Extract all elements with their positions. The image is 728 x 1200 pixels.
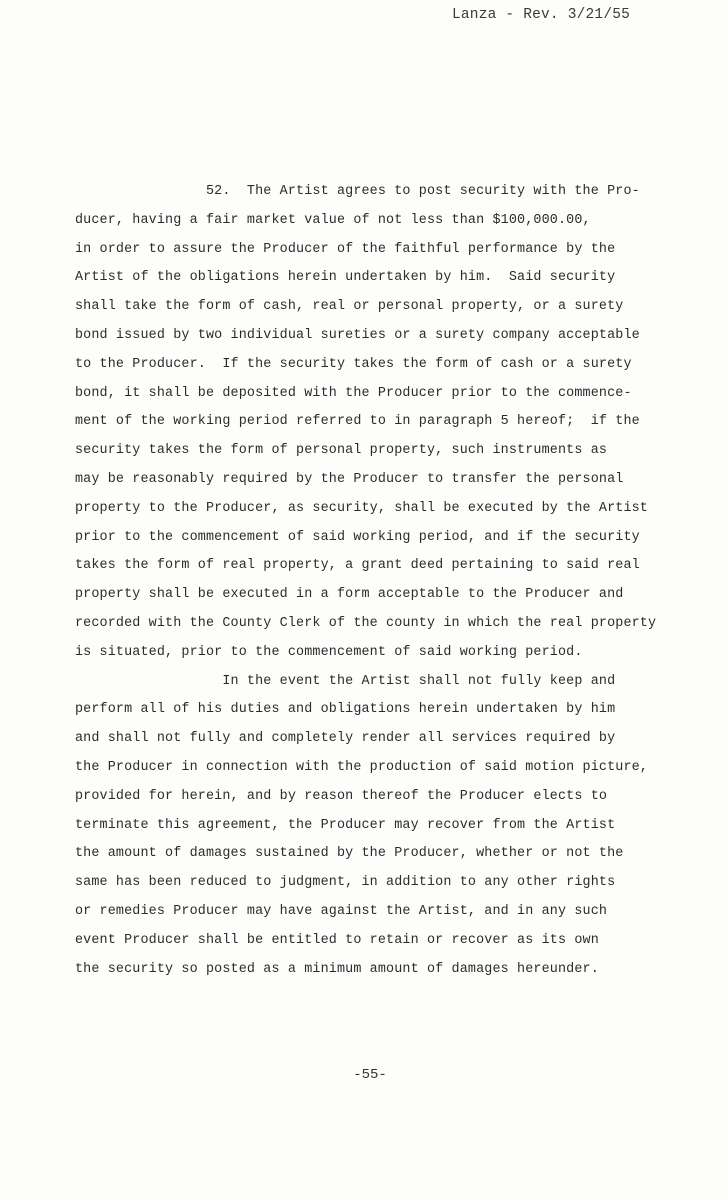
text-line: provided for herein, and by reason thereof the Producer elects to [75,788,608,804]
text-line: In the event the Artist shall not fully keep and [75,673,616,689]
text-line: or remedies Producer may have against the Artist, and in any such [75,903,608,919]
text-line: bond issued by two individual sureties or a surety company acceptable [75,327,640,343]
text-line: same has been reduced to judgment, in addition to any other rights [75,875,616,891]
text-line: recorded with the County Clerk of the county in which the real property [75,615,657,631]
text-line: to the Producer. If the security takes the form of cash or a surety [75,356,632,372]
text-line: the amount of damages sustained by the Producer, whether or not the [75,846,624,862]
text-line: and shall not fully and completely render all services required by [75,731,616,747]
revision-header: Lanza - Rev. 3/21/55 [452,7,631,23]
text-line: prior to the commencement of said working period, and if the security [75,529,640,545]
paragraph-body [75,178,715,984]
text-line: shall take the form of cash, real or personal property, or a surety [75,299,624,315]
text-line: the security so posted as a minimum amount of damages hereunder. [75,961,599,977]
text-line: may be reasonably required by the Producer to transfer the personal [75,471,624,487]
text-line: in order to assure the Producer of the faithful performance by the [75,241,616,257]
text-line: Artist of the obligations herein undertaken by him. Said security [75,270,616,286]
text-line: the Producer in connection with the production of said motion picture, [75,759,648,775]
text-line: takes the form of real property, a grant deed pertaining to said real [75,558,640,574]
text-line: 52. The Artist agrees to post security with the Pro- [75,184,640,199]
text-line: terminate this agreement, the Producer may recover from the Artist [75,817,616,833]
text-line: is situated, prior to the commencement of said working period. [75,644,583,660]
text-line: property to the Producer, as security, shall be executed by the Artist [75,500,648,516]
text-line: perform all of his duties and obligations herein undertaken by him [75,702,616,718]
text-line: ment of the working period referred to in paragraph 5 hereof; if the [75,414,640,430]
page-number: -55- [353,1067,387,1083]
text-line: security takes the form of personal property, such instruments as [75,443,608,459]
text-line: bond, it shall be deposited with the Producer prior to the commence- [75,385,632,401]
text-line: ducer, having a fair market value of not less than $100,000.00, [75,212,591,228]
text-line: event Producer shall be entitled to retain or recover as its own [75,932,599,948]
text-line: property shall be executed in a form acceptable to the Producer and [75,587,624,603]
